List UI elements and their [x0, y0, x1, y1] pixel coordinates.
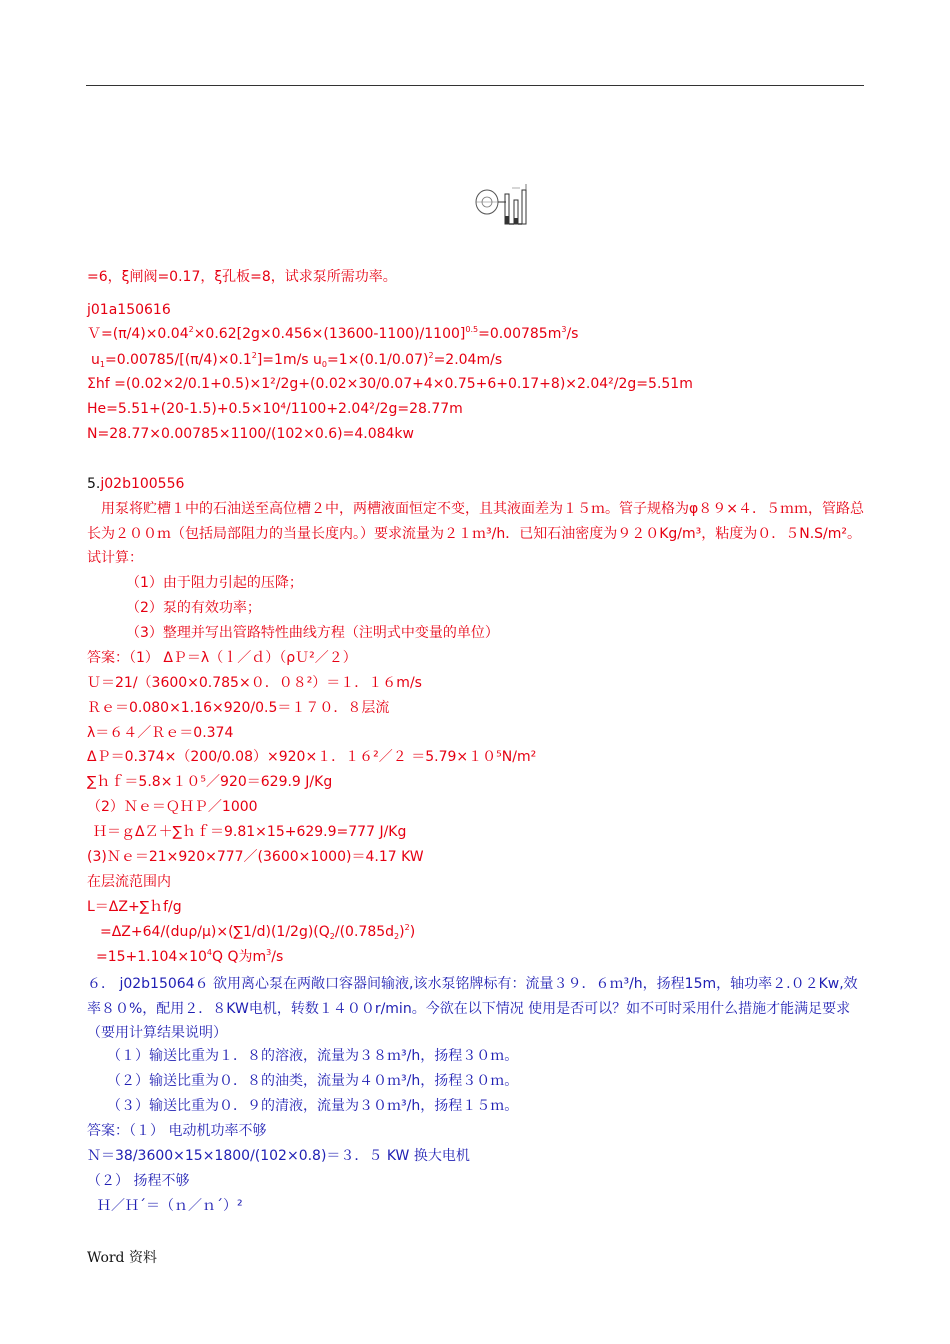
answer6-header: 答案：（１） 电动机功率不够 [87, 1123, 267, 1139]
question5-item-3: （3）整理并写出管路特性曲线方程（注明式中变量的单位） [126, 625, 499, 641]
pipe-curve-equation: L＝ΔZ+∑ｈf/g [87, 899, 182, 915]
answer5-laminar-note: 在层流范围内 [87, 874, 171, 890]
answer5-head: Ｈ＝ｇΔＺ＋∑ｈｆ＝9.81×15+629.9=777 J/Kg [93, 824, 407, 840]
question5-heading: 5.j02b100556 [87, 476, 185, 492]
answer5-friction-loss: ∑ｈｆ＝5.8×１０⁵／920＝629.9 J/Kg [87, 774, 333, 790]
power-equation: N=28.77×0.00785×1100/(102×0.6)=4.084kw [87, 426, 414, 442]
pipe-curve-result: $=15+1.104\times 10^4Q$ Q为$m^3/s$ [96, 948, 284, 965]
answer5-part2: （2）Ｎｅ＝ＱＨＰ／1000 [87, 799, 258, 815]
volume-flow-equation: $V=(\pi/4)\times 0.04^2\times 0.62[2g\times 0.456\times(13600-1100)/1100]^{0.5}=0.00785m^3/s$ [87, 325, 579, 342]
velocity-equation: $u_1=0.00785/[(\pi/4)\times 0.1^2]=1m/s$ $u_0=1\times(0.1/0.07)^2=2.04m/s$ [91, 351, 503, 369]
answer6-power: Ｎ＝38/3600×15×1800/(102×0.8)＝３．５ KW 换大电机 [87, 1148, 470, 1164]
head-equation: He=5.51+(20-1.5)+0.5×10⁴/1100+2.04²/2g=28.77m [87, 401, 463, 417]
question6-case-1: （１）输送比重为１．８的溶液，流量为３８ｍ³/h，扬程３０ｍ。 [107, 1048, 519, 1064]
page-footer: Word 资料 [87, 1250, 157, 1266]
question4-answer-code: j01a150616 [87, 302, 171, 318]
answer6-similarity: Ｈ／Ｈ´＝（ｎ／ｎ´）² [97, 1198, 243, 1214]
friction-loss-equation: Σhf =(0.02×2/0.1+0.5)×1²/2g+(0.02×30/0.07+4×0.75+6+0.17+8)×2.04²/2g=5.51m [87, 376, 693, 392]
answer5-reynolds: Ｒｅ＝0.080×1.16×920/0.5＝１７０．８层流 [87, 700, 390, 716]
answer5-pressure-drop: ΔＰ＝0.374×（200/0.08）×920×１．１６²／２ ＝5.79×１０⁵N/m² [87, 749, 537, 765]
answer6-part2: （２） 扬程不够 [87, 1173, 190, 1189]
pipe-curve-expansion: $=\Delta Z+64/(du\rho/\mu)\times(\sum 1/d)(1/2g)(Q_2/(0.785d_2)^2)$ [100, 923, 416, 941]
question5-item-1: （1）由于阻力引起的压降； [126, 575, 303, 591]
question5-text: 用泵将贮槽１中的石油送至高位槽２中，两槽液面恒定不变，且其液面差为１５ｍ。管子规格为φ８９×４．５ｍｍ，管路总长为２００ｍ（包括局部阻力的当量长度内。）要求流量为２１ｍ³/h．已知石油密度为９２０Kg/m³，粘度为０．５N.S/m²。试计算： [87, 501, 864, 566]
header-rule [86, 85, 864, 86]
question4-tail: =6，ξ闸阀=0.17，ξ孔板=8，试求泵所需功率。 [87, 269, 397, 285]
question6-case-2: （２）输送比重为０．８的油类，流量为４０ｍ³/h，扬程３０ｍ。 [107, 1073, 519, 1089]
answer5-lambda: λ＝６４／Ｒｅ＝0.374 [87, 725, 234, 741]
question6-text: ６． j02b15064６ 欲用离心泵在两敞口容器间输液,该水泵铭牌标有：流量３９．６ｍ³/h，扬程15m，轴功率２.０２Kw,效率８０%，配用２．８KW电机，转数１４００r/min。今欲在以下情况 使用是否可以？如不可时采用什么措施才能满足要求（要用计算结果说明） [87, 976, 858, 1041]
question5-item-2: （2）泵的有效功率； [126, 600, 261, 616]
question6-case-3: （３）输送比重为０．９的清液，流量为３０ｍ³/h，扬程１５ｍ。 [107, 1098, 519, 1114]
answer5-part3: (3)Ｎｅ＝21×920×777／(3600×1000)＝4.17 KW [87, 849, 424, 865]
apparatus-diagram [474, 180, 532, 228]
answer5-velocity: Ｕ＝21/（3600×0.785×０．０８²）＝１．１６m/s [87, 675, 422, 691]
answer5-header: 答案：（1） ΔＰ＝λ（ｌ／ｄ）（ρＵ²／２） [87, 650, 357, 666]
